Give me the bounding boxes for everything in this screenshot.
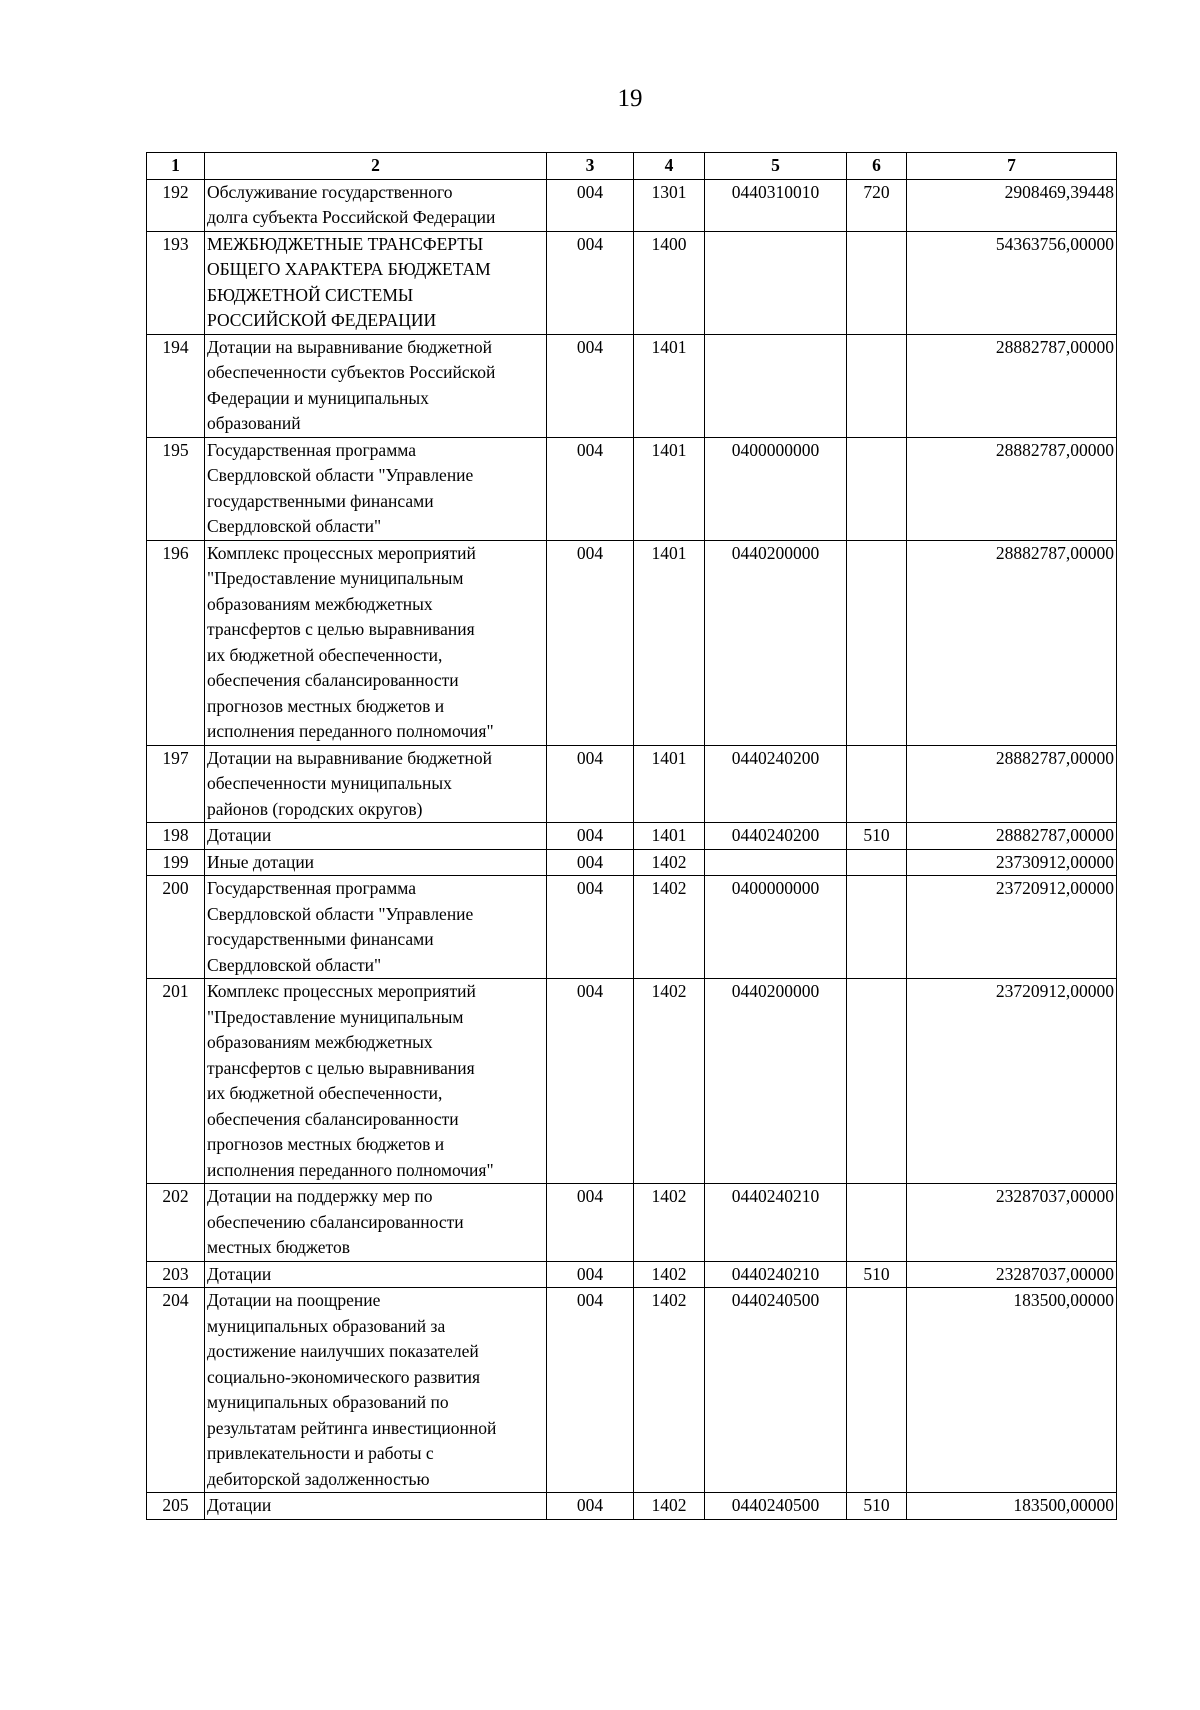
row-admin-code: 004 — [547, 876, 634, 979]
row-amount: 23720912,00000 — [907, 876, 1117, 979]
row-target-code: 0440200000 — [705, 540, 847, 745]
row-admin-code: 004 — [547, 437, 634, 540]
row-admin-code: 004 — [547, 1184, 634, 1262]
table-row — [147, 1184, 1117, 1262]
row-number: 205 — [147, 1493, 205, 1520]
row-number: 193 — [147, 231, 205, 334]
page-number: 19 — [617, 85, 643, 112]
table-row — [147, 876, 1117, 979]
row-target-code — [705, 231, 847, 334]
row-section-code: 1401 — [634, 334, 705, 437]
row-section-code: 1401 — [634, 437, 705, 540]
row-amount: 54363756,00000 — [907, 231, 1117, 334]
row-section-code: 1402 — [634, 849, 705, 876]
row-expense-type — [847, 540, 907, 745]
row-amount: 28882787,00000 — [907, 334, 1117, 437]
row-amount: 28882787,00000 — [907, 540, 1117, 745]
row-section-code: 1401 — [634, 823, 705, 850]
row-target-code: 0440240200 — [705, 745, 847, 823]
row-description: Дотации на поддержку мер по обеспечению сбалансированности местных бюджетов — [205, 1184, 547, 1262]
row-admin-code: 004 — [547, 1261, 634, 1288]
row-amount: 183500,00000 — [907, 1493, 1117, 1520]
row-description: МЕЖБЮДЖЕТНЫЕ ТРАНСФЕРТЫ ОБЩЕГО ХАРАКТЕРА БЮДЖЕТАМ БЮДЖЕТНОЙ СИСТЕМЫ РОССИЙСКОЙ ФЕДЕРАЦИИ — [205, 231, 547, 334]
row-target-code: 0440240500 — [705, 1288, 847, 1493]
row-number: 199 — [147, 849, 205, 876]
row-section-code: 1402 — [634, 1493, 705, 1520]
row-expense-type — [847, 979, 907, 1184]
row-amount: 28882787,00000 — [907, 437, 1117, 540]
row-section-code: 1401 — [634, 745, 705, 823]
table-row — [147, 437, 1117, 540]
table-row — [147, 1288, 1117, 1493]
row-expense-type — [847, 849, 907, 876]
row-description: Государственная программа Свердловской области "Управление государственными финансами Свердловской области" — [205, 876, 547, 979]
row-description: Иные дотации — [205, 849, 547, 876]
header-row — [147, 153, 1117, 180]
row-target-code: 0440240500 — [705, 1493, 847, 1520]
row-target-code: 0440240200 — [705, 823, 847, 850]
header-col-3: 3 — [547, 153, 634, 180]
table-row — [147, 849, 1117, 876]
row-description: Дотации — [205, 1261, 547, 1288]
row-number: 194 — [147, 334, 205, 437]
row-target-code: 0400000000 — [705, 437, 847, 540]
table-row — [147, 334, 1117, 437]
row-amount: 23730912,00000 — [907, 849, 1117, 876]
row-number: 201 — [147, 979, 205, 1184]
row-expense-type — [847, 876, 907, 979]
row-section-code: 1301 — [634, 179, 705, 231]
table-row — [147, 179, 1117, 231]
row-expense-type — [847, 437, 907, 540]
row-section-code: 1402 — [634, 979, 705, 1184]
row-target-code: 0440310010 — [705, 179, 847, 231]
row-section-code: 1402 — [634, 1288, 705, 1493]
row-number: 204 — [147, 1288, 205, 1493]
row-target-code: 0440200000 — [705, 979, 847, 1184]
table-row — [147, 1261, 1117, 1288]
table-row — [147, 231, 1117, 334]
row-number: 202 — [147, 1184, 205, 1262]
budget-table — [146, 152, 1117, 1520]
row-description: Обслуживание государственного долга субъекта Российской Федерации — [205, 179, 547, 231]
row-admin-code: 004 — [547, 823, 634, 850]
row-admin-code: 004 — [547, 179, 634, 231]
table-row — [147, 979, 1117, 1184]
header-col-1: 1 — [147, 153, 205, 180]
row-number: 198 — [147, 823, 205, 850]
row-target-code: 0440240210 — [705, 1261, 847, 1288]
row-target-code — [705, 849, 847, 876]
header-col-2: 2 — [205, 153, 547, 180]
row-admin-code: 004 — [547, 231, 634, 334]
row-expense-type: 510 — [847, 1493, 907, 1520]
row-amount: 23287037,00000 — [907, 1184, 1117, 1262]
row-section-code: 1402 — [634, 876, 705, 979]
row-description: Комплекс процессных мероприятий "Предоставление муниципальным образованиям межбюджетных трансфертов с целью выравнивания их бюджетной обеспеченности, обеспечения сбалансированности прогнозов местных бюджетов и исполнения переданного полномочия" — [205, 979, 547, 1184]
row-section-code: 1400 — [634, 231, 705, 334]
row-number: 203 — [147, 1261, 205, 1288]
row-amount: 23287037,00000 — [907, 1261, 1117, 1288]
row-amount: 28882787,00000 — [907, 745, 1117, 823]
row-amount: 23720912,00000 — [907, 979, 1117, 1184]
table-row — [147, 823, 1117, 850]
row-description: Комплекс процессных мероприятий "Предоставление муниципальным образованиям межбюджетных трансфертов с целью выравнивания их бюджетной обеспеченности, обеспечения сбалансированности прогнозов местных бюджетов и исполнения переданного полномочия" — [205, 540, 547, 745]
row-expense-type — [847, 1288, 907, 1493]
row-description: Дотации на поощрение муниципальных образований за достижение наилучших показателей социально-экономического развития муниципальных образований по результатам рейтинга инвестиционной привлекательности и работы с дебиторской задолженностью — [205, 1288, 547, 1493]
header-col-7: 7 — [907, 153, 1117, 180]
row-admin-code: 004 — [547, 849, 634, 876]
row-number: 197 — [147, 745, 205, 823]
table-row — [147, 540, 1117, 745]
row-admin-code: 004 — [547, 334, 634, 437]
row-number: 195 — [147, 437, 205, 540]
row-number: 200 — [147, 876, 205, 979]
row-section-code: 1401 — [634, 540, 705, 745]
row-amount: 2908469,39448 — [907, 179, 1117, 231]
header-col-6: 6 — [847, 153, 907, 180]
row-expense-type: 510 — [847, 1261, 907, 1288]
row-description: Дотации на выравнивание бюджетной обеспеченности муниципальных районов (городских округов) — [205, 745, 547, 823]
row-admin-code: 004 — [547, 540, 634, 745]
row-expense-type — [847, 334, 907, 437]
row-target-code — [705, 334, 847, 437]
row-number: 196 — [147, 540, 205, 745]
row-expense-type — [847, 745, 907, 823]
row-expense-type: 720 — [847, 179, 907, 231]
header-col-4: 4 — [634, 153, 705, 180]
row-admin-code: 004 — [547, 979, 634, 1184]
row-target-code: 0400000000 — [705, 876, 847, 979]
table-row — [147, 745, 1117, 823]
row-description: Государственная программа Свердловской области "Управление государственными финансами Свердловской области" — [205, 437, 547, 540]
row-section-code: 1402 — [634, 1184, 705, 1262]
row-number: 192 — [147, 179, 205, 231]
row-expense-type — [847, 231, 907, 334]
table-row — [147, 1493, 1117, 1520]
row-description: Дотации — [205, 823, 547, 850]
row-expense-type — [847, 1184, 907, 1262]
row-target-code: 0440240210 — [705, 1184, 847, 1262]
row-description: Дотации — [205, 1493, 547, 1520]
row-description: Дотации на выравнивание бюджетной обеспеченности субъектов Российской Федерации и муниципальных образований — [205, 334, 547, 437]
row-amount: 183500,00000 — [907, 1288, 1117, 1493]
header-col-5: 5 — [705, 153, 847, 180]
row-expense-type: 510 — [847, 823, 907, 850]
row-section-code: 1402 — [634, 1261, 705, 1288]
row-amount: 28882787,00000 — [907, 823, 1117, 850]
row-admin-code: 004 — [547, 1288, 634, 1493]
row-admin-code: 004 — [547, 1493, 634, 1520]
row-admin-code: 004 — [547, 745, 634, 823]
